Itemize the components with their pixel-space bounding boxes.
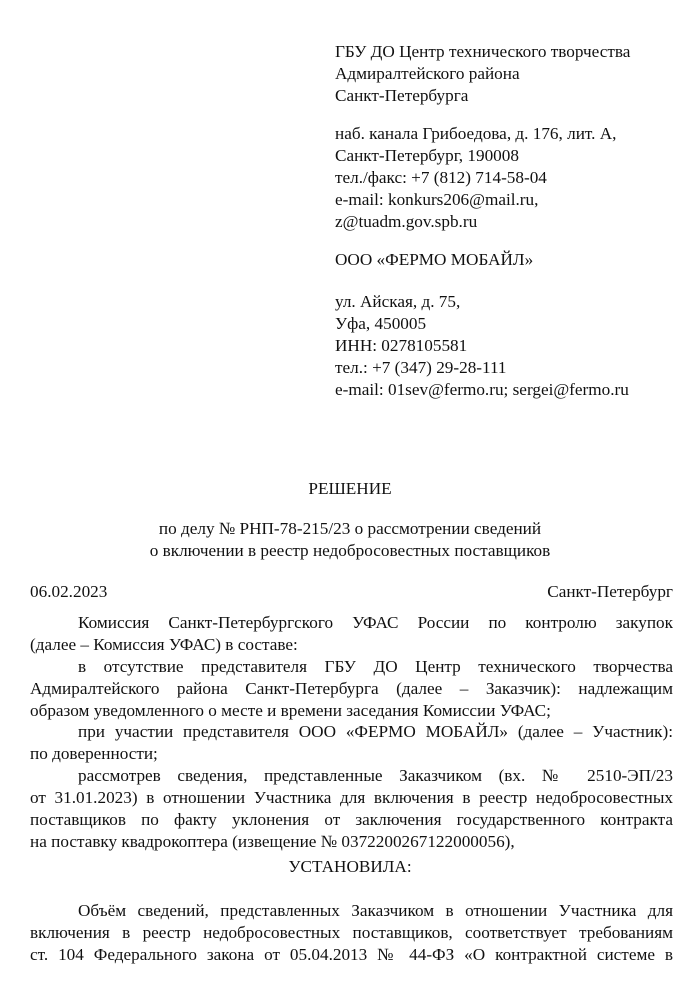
customer-name-line: ГБУ ДО Центр технического творчества [335, 42, 631, 61]
customer-name-line: Санкт-Петербурга [335, 86, 469, 105]
participant-address-line: ул. Айская, д. 75, [335, 292, 461, 311]
paragraph-line: рассмотрев сведения, представленные Заказчиком (вх. № 2510-ЭП/23 [78, 766, 673, 785]
paragraph-line: Адмиралтейского района Санкт-Петербурга (далее – Заказчик): надлежащим [30, 679, 673, 698]
decision-subtitle-line: о включении в реестр недобросовестных поставщиков [149, 541, 551, 560]
paragraph-customer-absence [30, 656, 673, 722]
paragraph-line: по доверенности; [30, 744, 158, 763]
decision-subtitle [0, 518, 700, 562]
paragraph-participant-presence [30, 721, 673, 765]
customer-contacts-block [335, 123, 616, 233]
customer-address-line: наб. канала Грибоедова, д. 176, лит. А, [335, 124, 617, 143]
paragraph-line: Объём сведений, представленных Заказчиком в отношении Участника для [78, 901, 673, 920]
participant-contacts-block [335, 291, 629, 401]
customer-email-line: z@tuadm.gov.spb.ru [335, 212, 478, 231]
paragraph-line: Комиссия Санкт-Петербургского УФАС России по контролю закупок [78, 613, 673, 632]
paragraph-line: ст. 104 Федерального закона от 05.04.2013 № 44-ФЗ «О контрактной системе в [30, 945, 673, 964]
participant-phone-line: тел.: +7 (347) 29-28-111 [335, 358, 507, 377]
participant-inn-line: ИНН: 0278105581 [335, 336, 468, 355]
paragraph-line: поставщиков по факту уклонения от заключения государственного контракта [30, 810, 673, 829]
section-heading-established: УСТАНОВИЛА: [288, 857, 412, 876]
participant-name: ООО «ФЕРМО МОБАЙЛ» [335, 250, 534, 269]
participant-name-block [335, 249, 533, 271]
customer-name-line: Адмиралтейского района [335, 64, 520, 83]
paragraph-volume [30, 900, 673, 966]
customer-email-line: e-mail: konkurs206@mail.ru, [335, 190, 539, 209]
paragraph-line: от 31.01.2023) в отношении Участника для включения в реестр недобросовестных [30, 788, 673, 807]
paragraph-line: образом уведомленного о месте и времени заседания Комиссии УФАС; [30, 701, 551, 720]
paragraph-line: в отсутствие представителя ГБУ ДО Центр технического творчества [78, 657, 673, 676]
paragraph-line: (далее – Комиссия УФАС) в составе: [30, 635, 298, 654]
customer-city-line: Санкт-Петербург, 190008 [335, 146, 519, 165]
paragraph-reviewed [30, 765, 673, 853]
participant-email-line: e-mail: 01sev@fermo.ru; sergei@fermo.ru [335, 380, 629, 399]
customer-name-block [335, 41, 630, 107]
decision-place: Санкт-Петербург [547, 582, 673, 601]
customer-phone-line: тел./факс: +7 (812) 714-58-04 [335, 168, 547, 187]
decision-subtitle-line: по делу № РНП-78-215/23 о рассмотрении сведений [158, 519, 542, 538]
paragraph-line: на поставку квадрокоптера (извещение № 0372200267122000056), [30, 832, 515, 851]
paragraph-line: при участии представителя ООО «ФЕРМО МОБАЙЛ» (далее – Участник): [78, 722, 673, 741]
paragraph-line: включения в реестр недобросовестных поставщиков, соответствует требованиям [30, 923, 673, 942]
decision-date: 06.02.2023 [30, 582, 108, 601]
paragraph-commission [30, 612, 673, 656]
decision-title: РЕШЕНИЕ [308, 479, 392, 498]
date-place-row [30, 581, 673, 603]
participant-city-line: Уфа, 450005 [335, 314, 427, 333]
